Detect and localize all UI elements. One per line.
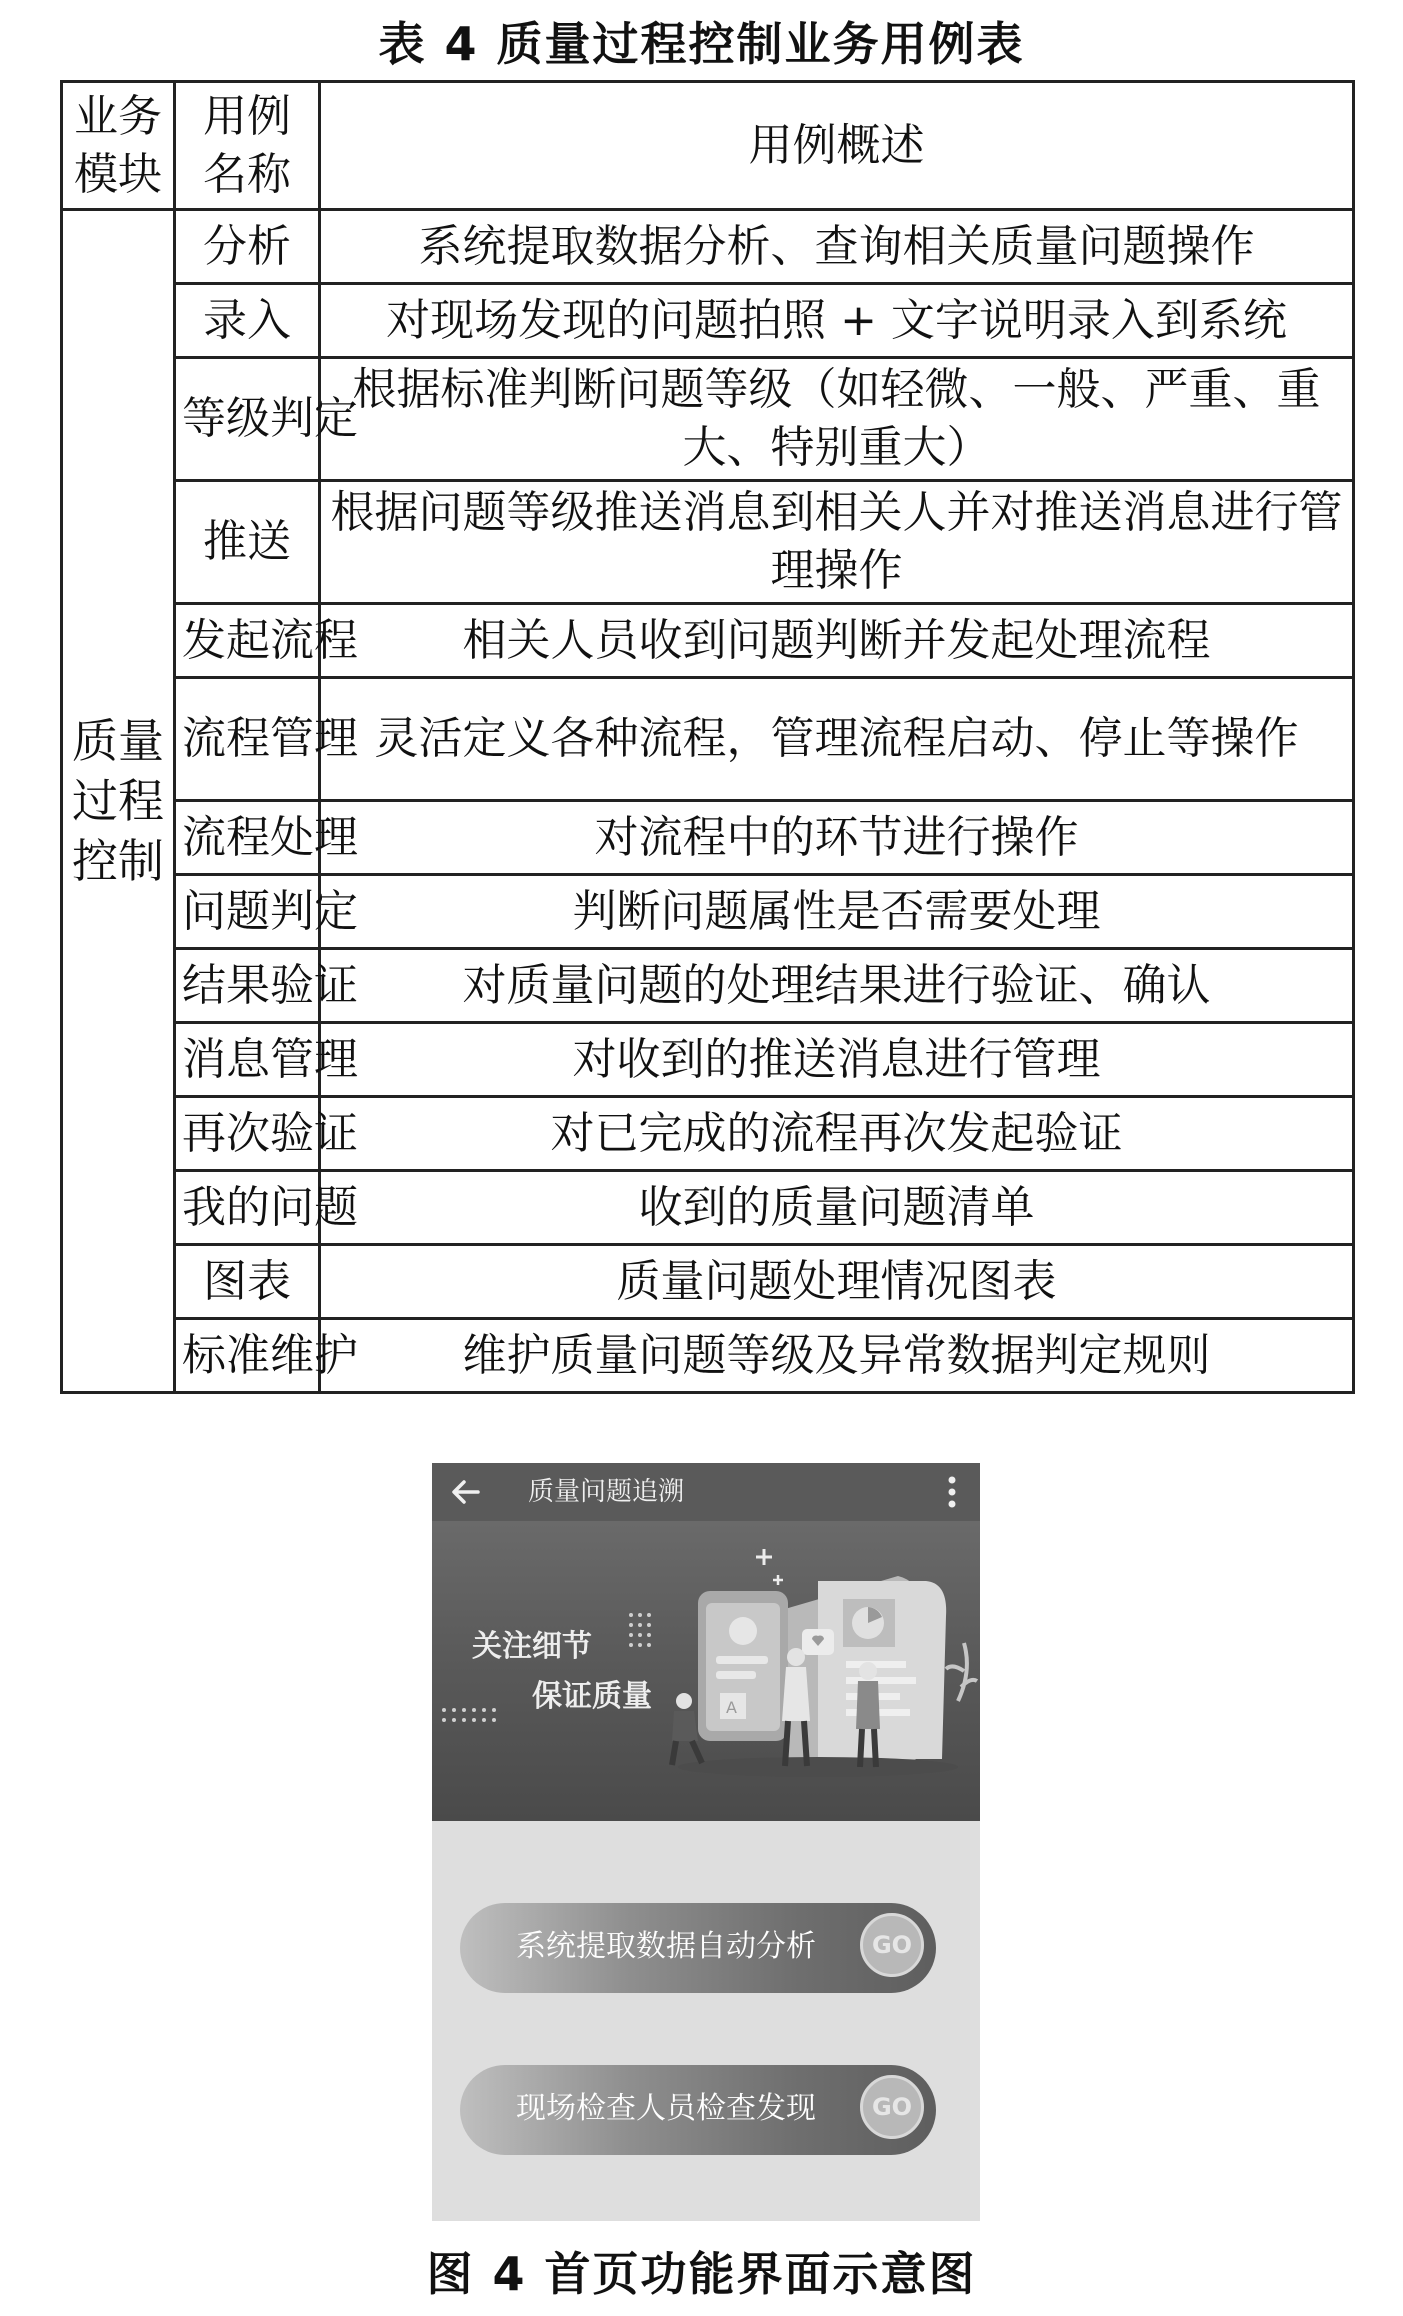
auto-analysis-button[interactable]: [460, 1903, 936, 1993]
table-row: [62, 801, 1354, 875]
table-row: [62, 1023, 1354, 1097]
more-menu-button[interactable]: [937, 1471, 967, 1513]
usecase-name: 流程处理: [175, 801, 320, 875]
table-row: [62, 1245, 1354, 1319]
banner-slogan-line1: 关注细节: [472, 1629, 592, 1664]
go-label: GO: [871, 2093, 913, 2121]
table-row: [62, 604, 1354, 678]
usecase-name: 我的问题: [175, 1171, 320, 1245]
dot-grid-decoration-icon: [440, 1706, 496, 1728]
usecase-summary: 对已完成的流程再次发起验证: [320, 1097, 1354, 1171]
figure-caption: 图 4 首页功能界面示意图: [426, 2247, 977, 2301]
table-row: [62, 481, 1354, 604]
usecase-name: 流程管理: [175, 678, 320, 801]
app-screenshot: [432, 1463, 980, 2221]
header-usecase-summary: 用例概述: [320, 82, 1354, 210]
usecase-summary: 对质量问题的处理结果进行验证、确认: [320, 949, 1354, 1023]
table-row: [62, 1171, 1354, 1245]
usecase-summary: 相关人员收到问题判断并发起处理流程: [320, 604, 1354, 678]
arrow-left-icon: [448, 1475, 484, 1509]
usecase-name: 图表: [175, 1245, 320, 1319]
onsite-inspection-button[interactable]: [460, 2065, 936, 2155]
usecase-name: 发起流程: [175, 604, 320, 678]
usecase-summary: 判断问题属性是否需要处理: [320, 875, 1354, 949]
usecase-name: 推送: [175, 481, 320, 604]
go-button[interactable]: [860, 2075, 924, 2139]
back-button[interactable]: [448, 1475, 484, 1509]
usecase-name: 标准维护: [175, 1319, 320, 1393]
go-label: GO: [871, 1931, 913, 1959]
usecase-name: 录入: [175, 284, 320, 358]
usecase-summary: 根据问题等级推送消息到相关人并对推送消息进行管理操作: [320, 481, 1354, 604]
banner-slogan-line2: 保证质量: [532, 1679, 652, 1714]
home-content: [432, 1821, 980, 2221]
quality-illustration-icon: [668, 1521, 980, 1821]
usecase-summary: 维护质量问题等级及异常数据判定规则: [320, 1319, 1354, 1393]
usecase-summary: 收到的质量问题清单: [320, 1171, 1354, 1245]
table-row: [62, 678, 1354, 801]
usecase-summary: 系统提取数据分析、查询相关质量问题操作: [320, 210, 1354, 284]
svg-text:A: A: [726, 1698, 737, 1717]
table-row: [62, 284, 1354, 358]
usecase-name: 再次验证: [175, 1097, 320, 1171]
table-caption: 表 4 质量过程控制业务用例表: [378, 17, 1025, 71]
header-module: 业务模块: [62, 82, 175, 210]
table-row: [62, 1097, 1354, 1171]
dot-grid-decoration-icon: [628, 1611, 652, 1671]
go-button[interactable]: [860, 1913, 924, 1977]
usecase-summary: 对流程中的环节进行操作: [320, 801, 1354, 875]
usecase-name: 问题判定: [175, 875, 320, 949]
usecase-summary: 质量问题处理情况图表: [320, 1245, 1354, 1319]
usecase-name: 分析: [175, 210, 320, 284]
app-title: 质量问题追溯: [528, 1477, 685, 1507]
action-label: 现场检查人员检查发现: [516, 2091, 816, 2126]
usecase-name: 消息管理: [175, 1023, 320, 1097]
usecase-name: 结果验证: [175, 949, 320, 1023]
usecase-summary: 对现场发现的问题拍照 + 文字说明录入到系统: [320, 284, 1354, 358]
table-row: [62, 358, 1354, 481]
usecase-summary: 灵活定义各种流程，管理流程启动、停止等操作: [320, 678, 1354, 801]
table-row: [62, 1319, 1354, 1393]
usecase-summary: 对收到的推送消息进行管理: [320, 1023, 1354, 1097]
module-cell: 质量过程控制: [62, 210, 175, 1393]
table-row: [62, 875, 1354, 949]
table-header-row: [62, 82, 1354, 210]
action-label: 系统提取数据自动分析: [516, 1929, 816, 1964]
usecase-name: 等级判定: [175, 358, 320, 481]
usecase-summary: 根据标准判断问题等级（如轻微、一般、严重、重大、特别重大）: [320, 358, 1354, 481]
table-row: [62, 210, 1354, 284]
header-usecase-name: 用例名称: [175, 82, 320, 210]
hero-banner: [432, 1521, 980, 1821]
usecase-table: [60, 80, 1355, 1394]
app-bar: [432, 1463, 980, 1521]
table-row: [62, 949, 1354, 1023]
vertical-ellipsis-icon: [937, 1471, 967, 1513]
